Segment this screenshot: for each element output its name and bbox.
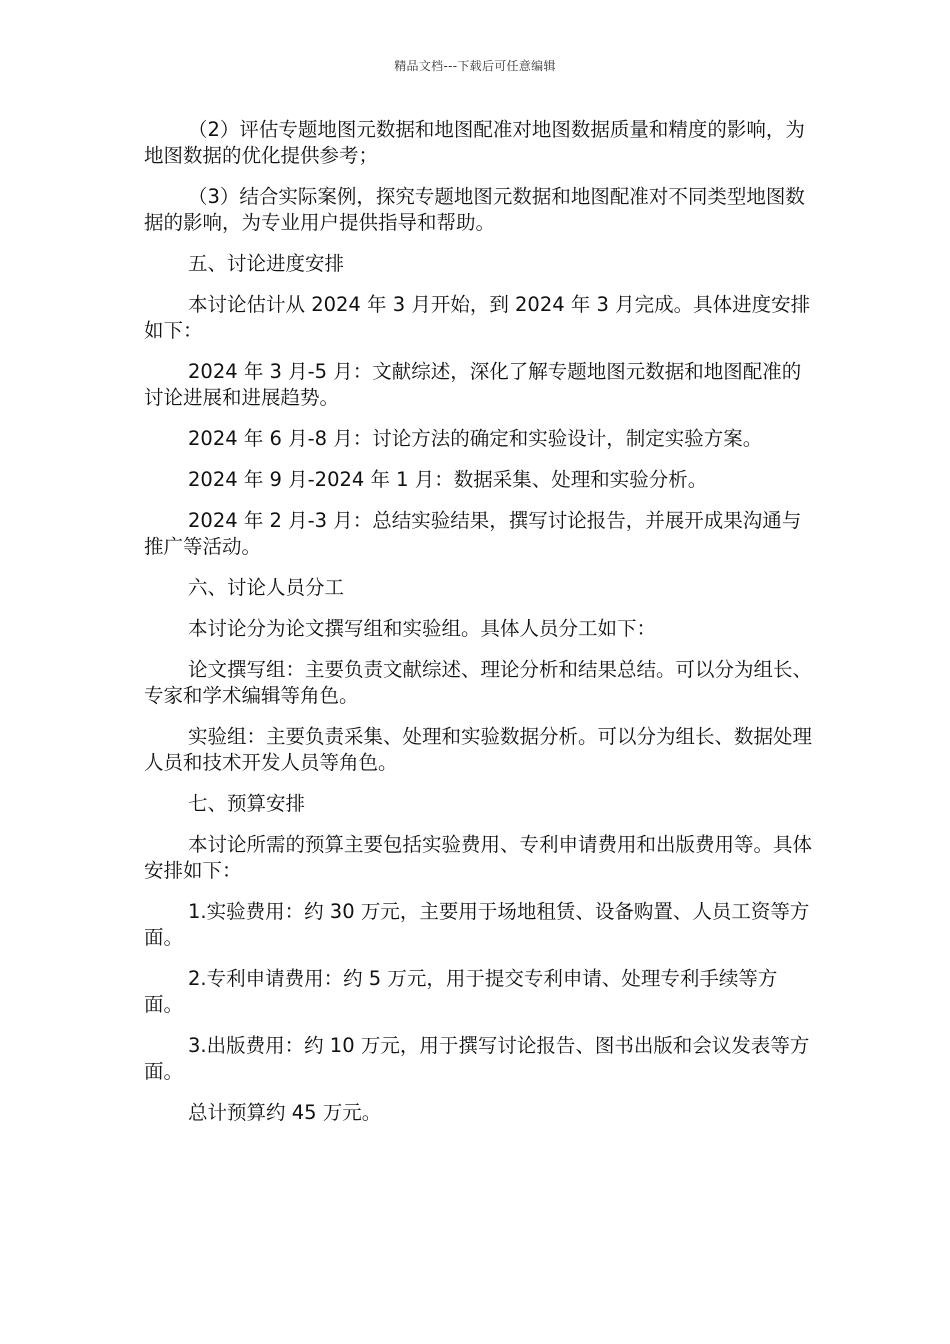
paragraph-budget-publishing: 3.出版费用：约 10 万元，用于撰写讨论报告、图书出版和会议发表等方面。 — [144, 1034, 810, 1083]
paragraph-budget-intro: 本讨论所需的预算主要包括实验费用、专利申请费用和出版费用等。具体安排如下： — [144, 833, 813, 882]
paragraph-budget-patent: 2.专利申请费用：约 5 万元，用于提交专利申请、处理专利手续等方面。 — [144, 967, 778, 1016]
paragraph-schedule-intro: 本讨论估计从 2024 年 3 月开始，到 2024 年 3 月完成。具体进度安排如下： — [144, 293, 811, 342]
section-heading-staffing: 六、讨论人员分工 — [188, 576, 345, 599]
paragraph-budget-total: 总计预算约 45 万元。 — [188, 1101, 382, 1124]
section-heading-schedule: 五、讨论进度安排 — [188, 252, 345, 275]
paragraph-schedule-phase-1: 2024 年 3 月-5 月：文献综述，深化了解专题地图元数据和地图配准的讨论进展和进展趋势。 — [144, 360, 802, 409]
paragraph-objective-3: （3）结合实际案例，探究专题地图元数据和地图配准对不同类型地图数据的影响，为专业用户提供指导和帮助。 — [144, 185, 805, 234]
paragraph-objective-2: （2）评估专题地图元数据和地图配准对地图数据质量和精度的影响，为地图数据的优化提供参考； — [144, 118, 805, 167]
page-header: 精品文档---下载后可任意编辑 — [394, 59, 556, 73]
paragraph-schedule-phase-2: 2024 年 6 月-8 月：讨论方法的确定和实验设计，制定实验方案。 — [188, 427, 763, 450]
paragraph-staffing-intro: 本讨论分为论文撰写组和实验组。具体人员分工如下： — [188, 617, 657, 640]
paragraph-schedule-phase-4: 2024 年 2 月-3 月：总结实验结果，撰写讨论报告，并展开成果沟通与推广等活动。 — [144, 509, 802, 558]
paragraph-schedule-phase-3: 2024 年 9 月-2024 年 1 月：数据采集、处理和实验分析。 — [188, 468, 708, 491]
paragraph-budget-experiment: 1.实验费用：约 30 万元，主要用于场地租赁、设备购置、人员工资等方面。 — [144, 900, 810, 949]
paragraph-experiment-group: 实验组：主要负责采集、处理和实验数据分析。可以分为组长、数据处理人员和技术开发人员等角色。 — [144, 725, 813, 774]
document-body — [144, 117, 812, 1141]
paragraph-writing-group: 论文撰写组：主要负责文献综述、理论分析和结果总结。可以分为组长、专家和学术编辑等角色。 — [144, 658, 813, 707]
section-heading-budget: 七、预算安排 — [188, 792, 306, 815]
